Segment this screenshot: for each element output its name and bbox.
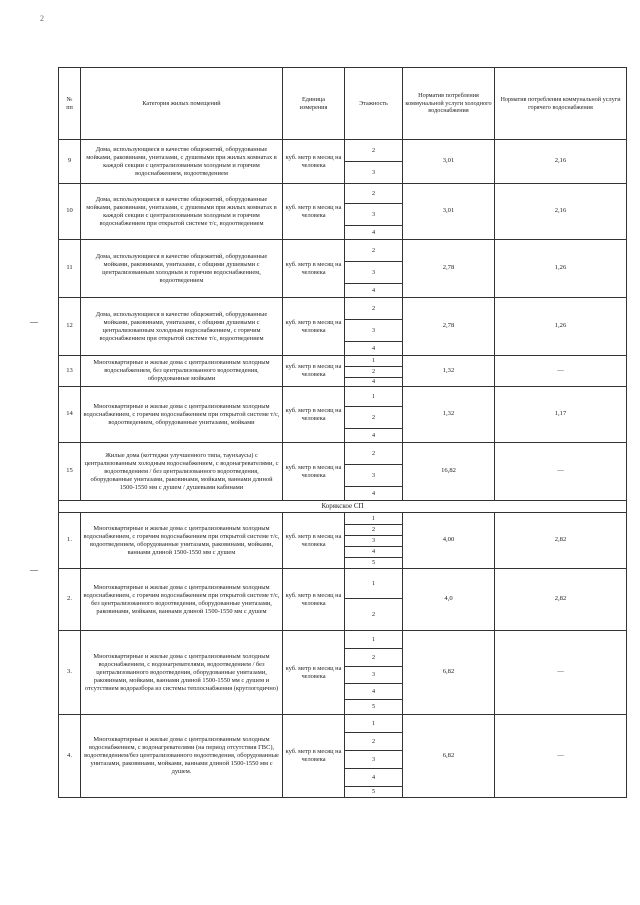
col-floors-header: Этажность	[345, 68, 403, 140]
floor-count: 4	[345, 684, 403, 700]
category-text: Многоквартирные и жилые дома с централизованным холодным водоснабжением, без централизованного водоотведения, оборудованные мойками	[81, 356, 283, 387]
section-title: Корякское СП	[59, 501, 627, 513]
hot-water-norm: —	[495, 443, 627, 501]
table-row	[59, 184, 627, 204]
unit-text: куб. метр в месяц на человека	[283, 631, 345, 715]
page-number: 2	[40, 14, 44, 23]
col-category-header: Категория жилых помещений	[81, 68, 283, 140]
hot-water-norm: 2,16	[495, 184, 627, 240]
unit-text: куб. метр в месяц на человека	[283, 298, 345, 356]
table-header-row	[59, 68, 627, 140]
cold-water-norm: 3,01	[403, 140, 495, 184]
cold-water-norm: 4,0	[403, 569, 495, 631]
margin-mark	[30, 322, 38, 323]
hot-water-norm: —	[495, 356, 627, 387]
floor-count: 3	[345, 162, 403, 184]
floor-count: 3	[345, 320, 403, 342]
floor-count: 2	[345, 298, 403, 320]
unit-text: куб. метр в месяц на человека	[283, 184, 345, 240]
floor-count: 3	[345, 667, 403, 684]
table-row	[59, 443, 627, 465]
unit-text: куб. метр в месяц на человека	[283, 240, 345, 298]
floor-count: 5	[345, 700, 403, 715]
floor-count: 4	[345, 487, 403, 501]
hot-water-norm: 1,26	[495, 298, 627, 356]
unit-text: куб. метр в месяц на человека	[283, 356, 345, 387]
floor-count: 1	[345, 513, 403, 525]
unit-text: куб. метр в месяц на человека	[283, 140, 345, 184]
row-number: 10	[59, 184, 81, 240]
section-body	[59, 501, 627, 513]
hot-water-norm: 1,17	[495, 387, 627, 443]
floor-count: 2	[345, 140, 403, 162]
floor-count: 4	[345, 429, 403, 443]
table-row	[59, 715, 627, 733]
col-hot-water-header: Норматив потребления коммунальной услуги горячего водоснабжения	[495, 68, 627, 140]
unit-text: куб. метр в месяц на человека	[283, 513, 345, 569]
category-text: Многоквартирные и жилые дома с централизованным холодным водоснабжением, с водонагревателями (на период отсутствия ГВС), водоотведением/без централизованного водоотведения, оборудованные унитазами, раковинами, мойками, ваннами длиной 1500-1550 мм с душем.	[81, 715, 283, 798]
table-body-main	[59, 140, 627, 501]
hot-water-norm: —	[495, 631, 627, 715]
cold-water-norm: 6,82	[403, 631, 495, 715]
col-number-header: № пп	[59, 68, 81, 140]
floor-count: 4	[345, 547, 403, 558]
cold-water-norm: 1,32	[403, 387, 495, 443]
floor-count: 4	[345, 342, 403, 356]
table-row	[59, 298, 627, 320]
floor-count: 1	[345, 715, 403, 733]
row-number: 9	[59, 140, 81, 184]
floor-count: 2	[345, 443, 403, 465]
unit-text: куб. метр в месяц на человека	[283, 387, 345, 443]
table-body-section	[59, 513, 627, 798]
hot-water-norm: 1,26	[495, 240, 627, 298]
floor-count: 5	[345, 558, 403, 569]
row-number: 14	[59, 387, 81, 443]
cold-water-norm: 3,01	[403, 184, 495, 240]
floor-count: 1	[345, 387, 403, 407]
floor-count: 1	[345, 569, 403, 599]
col-unit-header: Единица измерения	[283, 68, 345, 140]
floor-count: 2	[345, 367, 403, 378]
row-number: 3.	[59, 631, 81, 715]
row-number: 1.	[59, 513, 81, 569]
hot-water-norm: —	[495, 715, 627, 798]
category-text: Дома, использующиеся в качестве общежитий, оборудованные мойками, раковинами, унитазами, с общими душевыми с централизованным холодным водоснабжением, с горячим водоснабжением при открытой системе т/с, водоотведением	[81, 298, 283, 356]
floor-count: 4	[345, 378, 403, 387]
category-text: Дома, использующиеся в качестве общежитий, оборудованные мойками, раковинами, унитазами, с душевыми при жилых комнатах в каждой секции с централизованным холодным и горячим водоснабжением при открытой системе т/с, водоотведением	[81, 184, 283, 240]
cold-water-norm: 2,78	[403, 298, 495, 356]
hot-water-norm: 2,16	[495, 140, 627, 184]
floor-count: 2	[345, 599, 403, 631]
table-row	[59, 569, 627, 599]
row-number: 13	[59, 356, 81, 387]
norms-table	[58, 67, 627, 798]
margin-mark	[30, 570, 38, 571]
floor-count: 3	[345, 751, 403, 769]
floor-count: 4	[345, 769, 403, 787]
category-text: Жилые дома (коттеджи улучшенного типа, таунхаусы) с централизованным холодным водоснабжением, с водонагревателями, с водоотведением / без централизованного водоотведения, оборудованные унитазами, раковинами, мойками, ваннами длиной 1500-1550 мм с душем / душевыми кабинами	[81, 443, 283, 501]
category-text: Дома, использующиеся в качестве общежитий, оборудованные мойками, раковинами, унитазами, с общими душевыми с централизованным холодным и горячим водоснабжением, водоотведением	[81, 240, 283, 298]
floor-count: 2	[345, 407, 403, 429]
col-cold-water-header: Норматив потребления коммунальной услуги холодного водоснабжения	[403, 68, 495, 140]
table-row	[59, 387, 627, 407]
floor-count: 1	[345, 356, 403, 367]
floor-count: 4	[345, 226, 403, 240]
section-row	[59, 501, 627, 513]
floor-count: 2	[345, 649, 403, 667]
hot-water-norm: 2,82	[495, 569, 627, 631]
cold-water-norm: 2,78	[403, 240, 495, 298]
row-number: 11	[59, 240, 81, 298]
floor-count: 3	[345, 204, 403, 226]
floor-count: 3	[345, 536, 403, 547]
table-row	[59, 631, 627, 649]
floor-count: 2	[345, 184, 403, 204]
category-text: Многоквартирные и жилые дома с централизованным холодным водоснабжением, с горячим водоснабжением при открытой системе т/с, водоотведением, оборудованные унитазами, раковинами, мойками, ваннами длиной 1500-1550 мм с душем	[81, 513, 283, 569]
table-row	[59, 356, 627, 367]
hot-water-norm: 2,82	[495, 513, 627, 569]
floor-count: 4	[345, 284, 403, 298]
category-text: Дома, использующиеся в качестве общежитий, оборудованные мойками, раковинами, унитазами, с душевыми при жилых комнатах в каждой секции с централизованным холодным и горячим водоснабжением, водоотведением	[81, 140, 283, 184]
floor-count: 3	[345, 262, 403, 284]
table-row	[59, 240, 627, 262]
row-number: 12	[59, 298, 81, 356]
cold-water-norm: 1,32	[403, 356, 495, 387]
row-number: 15	[59, 443, 81, 501]
cold-water-norm: 6,82	[403, 715, 495, 798]
unit-text: куб. метр в месяц на человека	[283, 715, 345, 798]
floor-count: 2	[345, 733, 403, 751]
cold-water-norm: 4,00	[403, 513, 495, 569]
category-text: Многоквартирные и жилые дома с централизованным холодным водоснабжением, с горячим водоснабжением при открытой системе т/с, без централизованного водоотведения, оборудованные унитазами, раковинами, мойками, ваннами длиной 1500-1550 мм с душем	[81, 569, 283, 631]
table-row	[59, 513, 627, 525]
floor-count: 2	[345, 240, 403, 262]
unit-text: куб. метр в месяц на человека	[283, 569, 345, 631]
row-number: 2.	[59, 569, 81, 631]
floor-count: 3	[345, 465, 403, 487]
floor-count: 5	[345, 787, 403, 798]
floor-count: 2	[345, 525, 403, 536]
cold-water-norm: 16,82	[403, 443, 495, 501]
table-row	[59, 140, 627, 162]
category-text: Многоквартирные и жилые дома с централизованным холодным водоснабжением, с водонагревателями, водоотведением / без централизованного водоотведения, оборудованные унитазами, раковинами, мойками, ваннами длиной 1500-1550 мм с душем и отсутствием водоразбора из системы теплоснабжения (круглогодично)	[81, 631, 283, 715]
floor-count: 1	[345, 631, 403, 649]
category-text: Многоквартирные и жилые дома с централизованным холодным водоснабжением, с горячим водоснабжением при открытой системе т/с, водоотведением, оборудованные унитазами, мойками	[81, 387, 283, 443]
row-number: 4.	[59, 715, 81, 798]
unit-text: куб. метр в месяц на человека	[283, 443, 345, 501]
